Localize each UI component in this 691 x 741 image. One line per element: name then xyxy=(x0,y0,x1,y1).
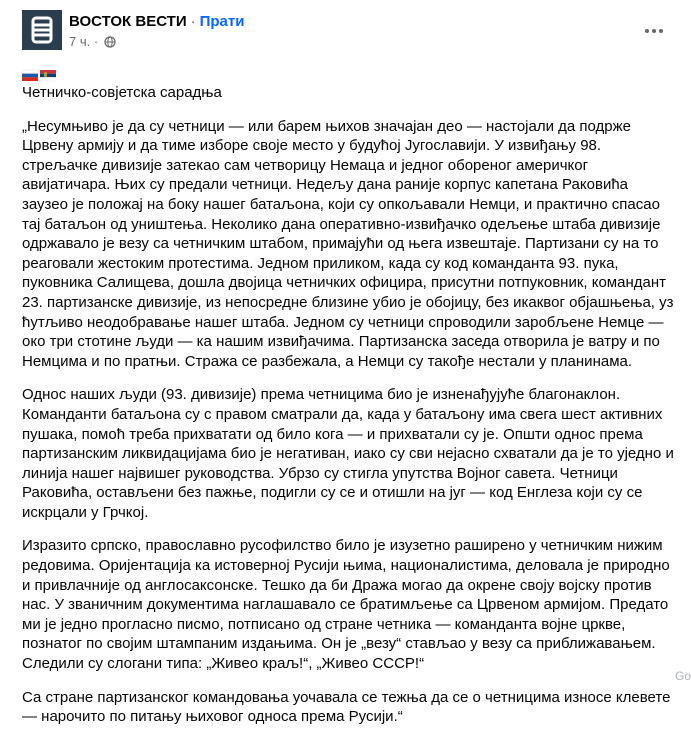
serbia-flag-icon xyxy=(40,67,56,78)
post-header xyxy=(22,10,672,58)
page-name-line xyxy=(69,13,244,31)
russia-flag-icon xyxy=(22,67,38,78)
page-name[interactable]: ВОСТОК ВЕСТИ xyxy=(69,13,187,30)
vostok-logo-icon xyxy=(22,10,62,50)
clipped-side-text: Go xyxy=(675,669,691,683)
name-separator: · xyxy=(190,13,196,30)
follow-button[interactable]: Прати xyxy=(199,13,245,30)
page-avatar[interactable] xyxy=(22,10,62,50)
post-paragraph-4: Са стране партизанског командовања уочавала се тежња да се о четницима износе клевете — нарочито по питању њиховог односа према Русији.“ xyxy=(22,688,671,726)
post-paragraph-1: „Несумњиво је да су четници — или барем њихов значајан део — настојали да подрже Црвену армију и да тиме изборе своје место у будућој Југославији. У извиђању 98. стрељачке дивизије затекао сам четворицу Немаца и једног обореног америчког авијатичара. Њих су предали четници. Недељу дана раније корпус капетана Раковића заузео је положај на боку нашег батаљона, који су опкољавали Немци, и практично спасао тај батаљон од уништења. Неколико дана оперативно-извиђачко одељење штаба дивизије одржавало је везу са четничким штабом, примајући од њега извештаје. Партизани су на то реаговали жестоким протестима. Једном приликом, када су код команданта 93. пука, пуковника Салищева, дошла двојица четничких официра, присутни потпуковник, командант 23. партизанске дивизије, из непосредне близине убио је обојицу, без икаквог објашњења, уз ћутљиво неодобравање нашег штаба. Једном су четници спроводили заробљене Немце — око три стотине људи — ка нашим извиђачима. Партизанска заседа отворила је ватру и по Немцима и по пратњи. Стража се разбежала, а Немци су такође нестали у планинама. xyxy=(22,117,674,370)
more-horizontal-icon xyxy=(644,28,664,34)
post-paragraph-2: Однос наших људи (93. дивизије) према четницима био је изненађујуће благонаклон. Команданти батаљона су с правом сматрали да, када у батаљону има свега шест активних пушака, помоћ треба прихватати од било кога — и прихватали су је. Општи однос према партизанским ликвидацијама био је негативан, иако су сви нејасно схватали да је то уједно и линија нашег највишег руководства. Убрзо су стигла упутства Војног савета. Четници Раковића, остављени без пажње, подигли су се и отишли на југ — код Енглеза који су се искрцали у Грчкој. xyxy=(22,386,674,521)
meta-separator: · xyxy=(93,34,99,49)
flag-emojis xyxy=(22,62,677,82)
post-title: Четничко-совјетска сарадња xyxy=(22,84,222,101)
globe-icon[interactable] xyxy=(104,36,116,48)
more-options-button[interactable] xyxy=(636,18,672,42)
post-content xyxy=(22,62,677,741)
post-paragraph-3: Изразито српско, православно русофилство било је изузетно раширено у четничким нижим редовима. Оријентација ка истоверној Русији њима, националистима, деловала је природно и привлачније од англосаксонске. Тешко да би Дража могао да окрене своју војску против нас. У званичним документима наглашавало се братимљење са Црвеном армијом. Предато ми је једно прогласно писмо, потписано од стране четника — команданта војне цркве, познатог по својим штампаним издањима. Он је „везу“ стављао у везу са приближавањем. Следили су слогани типа: „Живео краљ!“, „Живео СССР!“ xyxy=(22,537,670,673)
post-timestamp[interactable]: 7 ч. xyxy=(69,34,91,49)
post-meta xyxy=(69,34,116,50)
